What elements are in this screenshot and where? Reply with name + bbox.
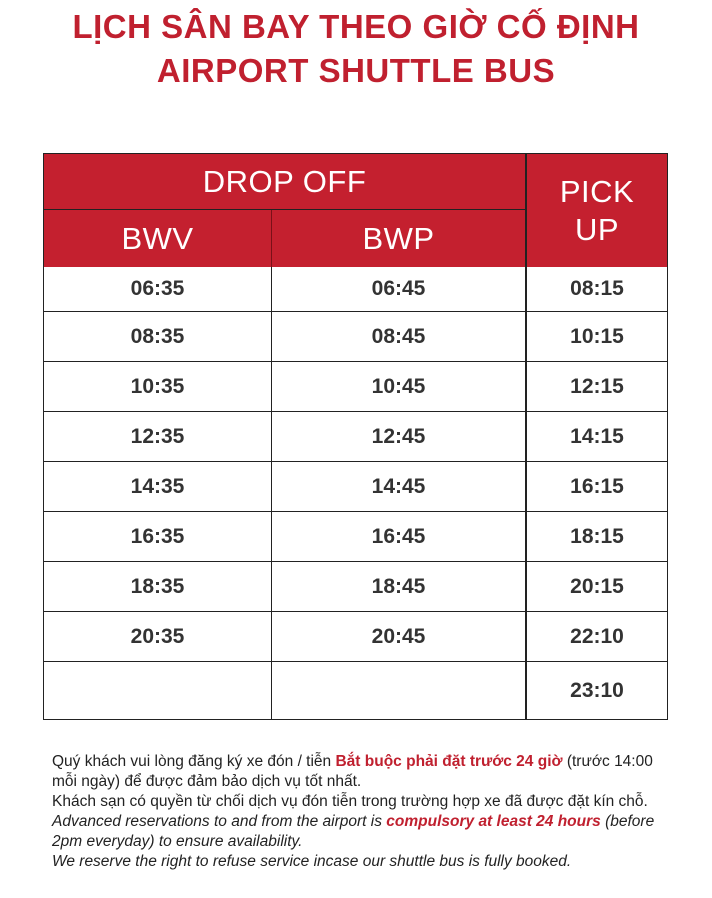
notes — [52, 752, 682, 872]
bwp-time-cell — [272, 662, 525, 719]
note-vn-1-highlight: Bắt buộc phải đặt trước 24 giờ — [335, 753, 563, 770]
note-vn-2: Khách sạn có quyền từ chối dịch vụ đón tiễn trong trường hợp xe đã được đặt kín chỗ. — [52, 793, 648, 810]
bwv-time-cell: 16:35 — [44, 512, 272, 562]
pick-up-time-cell: 22:10 — [527, 612, 667, 662]
bwv-time-cell: 06:35 — [44, 267, 272, 312]
bwv-time-cell: 10:35 — [44, 362, 272, 412]
bwv-time-cell: 12:35 — [44, 412, 272, 462]
bwp-time-cell: 14:45 — [272, 462, 525, 512]
bwp-time-cell: 06:45 — [272, 267, 525, 312]
bwv-time-cell: 14:35 — [44, 462, 272, 512]
pick-up-header — [527, 154, 667, 267]
bwv-time-cell: 20:35 — [44, 612, 272, 662]
bwv-time-cell — [44, 662, 272, 719]
pick-up-time-cell: 20:15 — [527, 562, 667, 612]
pick-up-label-line2: UP — [574, 211, 620, 247]
note-en-2: We reserve the right to refuse service incase our shuttle bus is fully booked. — [52, 853, 572, 870]
bwv-time-cell: 18:35 — [44, 562, 272, 612]
pick-up-table — [526, 153, 668, 720]
bwp-header: BWP — [272, 210, 525, 267]
note-vn-1-rest: (trước 14:00 mỗi ngày) để được đảm bảo dịch vụ tốt nhất. — [52, 753, 653, 790]
bwp-time-cell: 08:45 — [272, 312, 525, 362]
note-en-1 — [52, 812, 682, 852]
pick-up-time-cell: 10:15 — [527, 312, 667, 362]
pick-up-time-cell: 18:15 — [527, 512, 667, 562]
title-vietnamese: LỊCH SÂN BAY THEO GIỜ CỐ ĐỊNH — [72, 8, 640, 45]
bwp-time-cell: 20:45 — [272, 612, 525, 662]
pick-up-time-cell: 14:15 — [527, 412, 667, 462]
drop-off-table — [43, 153, 526, 720]
title-english: AIRPORT SHUTTLE BUS — [156, 52, 556, 89]
bwp-time-cell: 16:45 — [272, 512, 525, 562]
note-en-1-rest: (before 2pm everyday) to ensure availability. — [52, 813, 655, 850]
drop-off-header: DROP OFF — [44, 154, 525, 210]
pick-up-time-cell: 23:10 — [570, 678, 624, 702]
pick-up-time-cell: 08:15 — [527, 267, 667, 312]
bwp-time-cell: 18:45 — [272, 562, 525, 612]
note-en-1-text: Advanced reservations to and from the airport is — [52, 813, 387, 830]
bwv-time-cell: 08:35 — [44, 312, 272, 362]
note-vn-1-text: Quý khách vui lòng đăng ký xe đón / tiễn — [52, 753, 336, 770]
note-vn-1 — [52, 752, 682, 792]
pick-up-label-line1: PICK — [559, 173, 635, 209]
bwp-time-cell: 12:45 — [272, 412, 525, 462]
bwp-time-cell: 10:45 — [272, 362, 525, 412]
pick-up-time-cell: 12:15 — [527, 362, 667, 412]
note-en-1-highlight: compulsory at least 24 hours — [386, 813, 601, 830]
pick-up-time-cell: 16:15 — [527, 462, 667, 512]
bwv-header: BWV — [44, 210, 272, 267]
